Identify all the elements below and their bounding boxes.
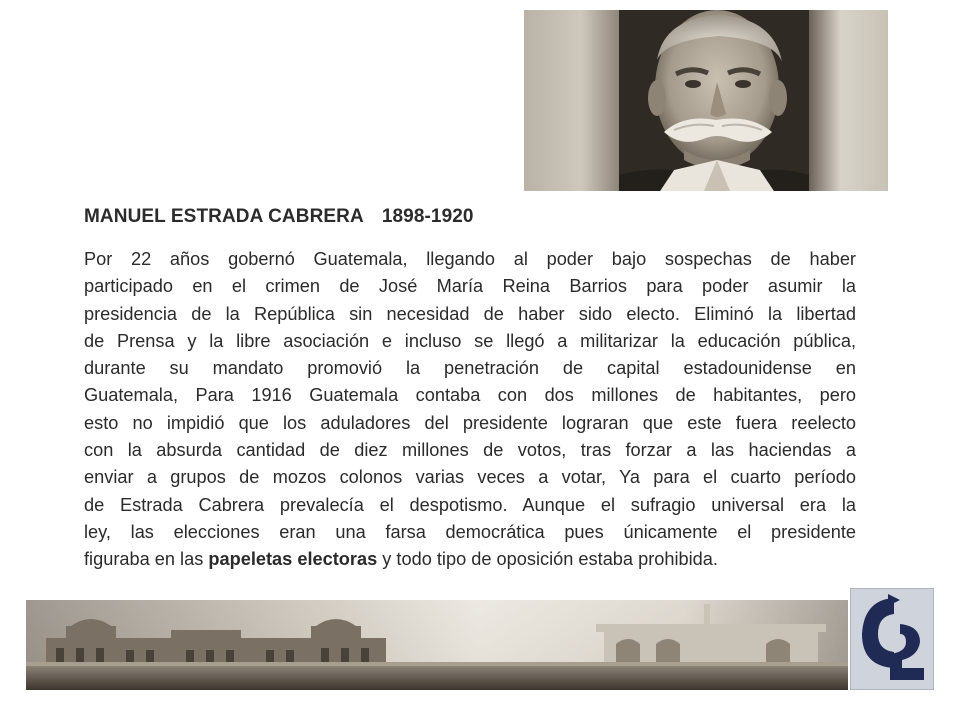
paragraph-line: esto no impidió que los aduladores del presidente lograran que este fuera reelecto — [84, 412, 856, 433]
last-line-start: figuraba en las — [84, 549, 209, 570]
title-years: 1898-1920 — [381, 206, 474, 227]
paragraph-line: durante su mandato promovió la penetración de capital estadounidense en — [84, 358, 856, 379]
paragraph-line: Guatemala, Para 1916 Guatemala contaba con dos millones de habitantes, pero — [84, 385, 856, 406]
palace-banner-photo — [26, 600, 848, 690]
paragraph-line: de Prensa y la libre asociación e incluso se llegó a militarizar la educación pública, — [84, 330, 856, 351]
last-line-end: y todo tipo de oposición estaba prohibida. — [377, 549, 718, 570]
page-title — [84, 206, 474, 228]
paragraph-line: participado en el crimen de José María Reina Barrios para poder asumir la — [84, 276, 856, 297]
title-name: MANUEL ESTRADA CABRERA — [84, 206, 364, 227]
body-paragraph — [84, 246, 856, 574]
paragraph-line: de Estrada Cabrera prevalecía el despotismo. Aunque el sufragio universal era la — [84, 494, 856, 515]
paragraph-line: con la absurda cantidad de diez millones de votos, tras forzar a las haciendas a — [84, 440, 856, 461]
paragraph-line: enviar a grupos de mozos colonos varias veces a votar, Ya para el cuarto período — [84, 467, 856, 488]
paragraph-line-last — [84, 546, 856, 573]
logo-icon — [850, 588, 934, 690]
portrait-photo — [524, 10, 888, 191]
bold-term: papeletas electoras — [208, 549, 378, 570]
paragraph-line: ley, las elecciones eran una farsa democrática pues únicamente el presidente — [84, 521, 856, 542]
paragraph-line: Por 22 años gobernó Guatemala, llegando al poder bajo sospechas de haber — [84, 249, 856, 269]
paragraph-line: presidencia de la República sin necesidad de haber sido electo. Eliminó la libertad — [84, 303, 856, 324]
